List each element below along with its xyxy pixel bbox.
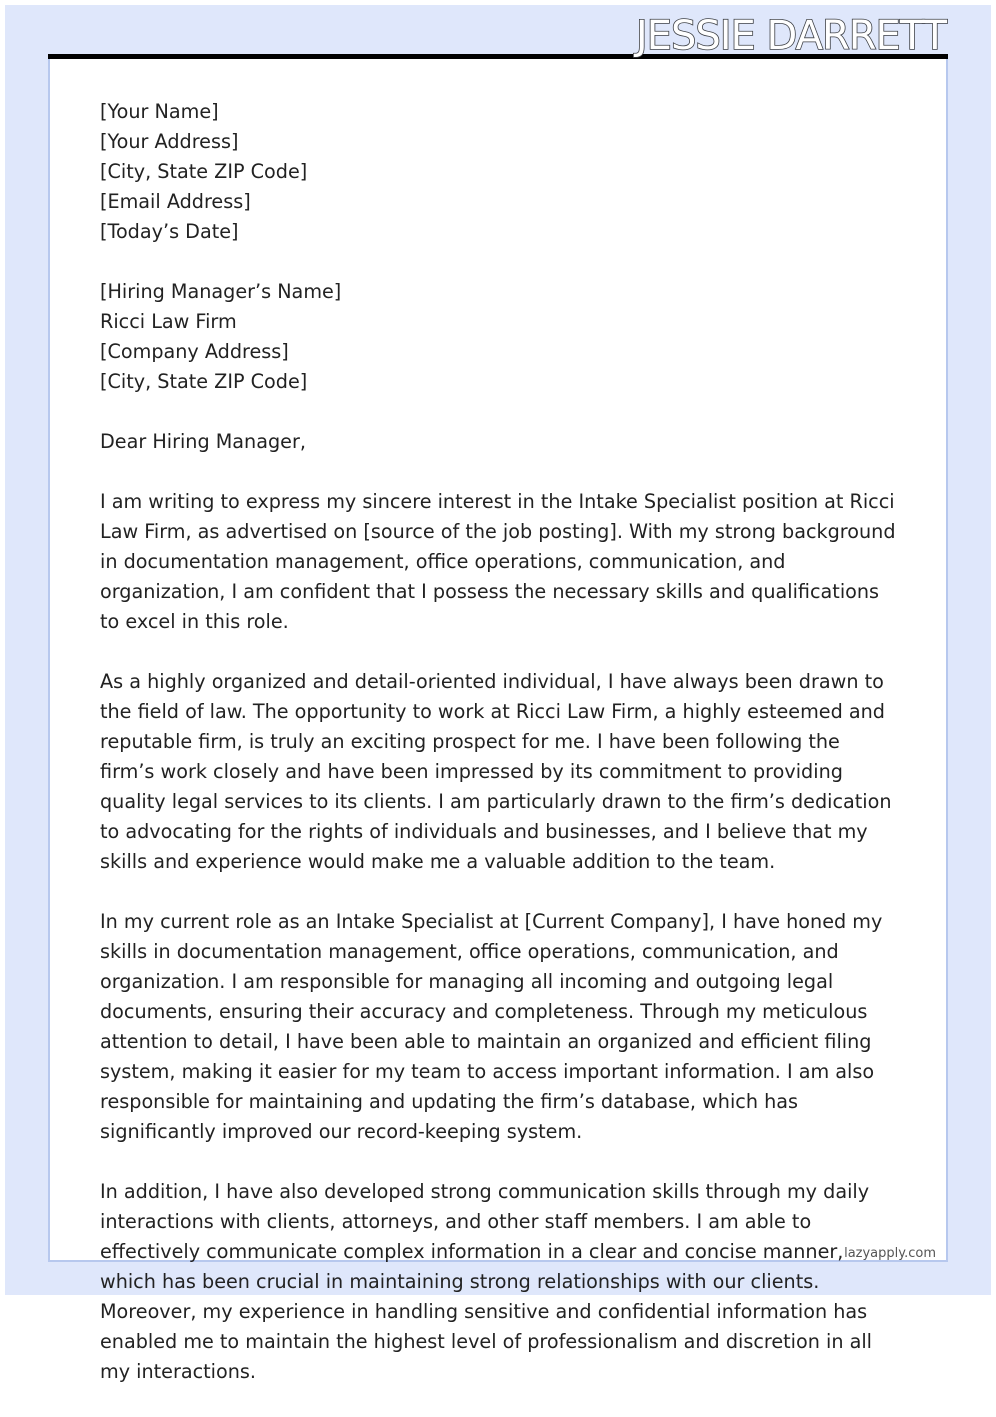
recipient-address: [Company Address] — [100, 340, 289, 363]
sender-email: [Email Address] — [100, 190, 251, 213]
paragraph-intro: I am writing to express my sincere interest in the Intake Specialist position at Ricci Law Firm, as advertised on [source of the job posting]. With my strong background in documentation management, office operations, communication, and organization, I am confident that I possess the necessary skills and qualifications to excel in this role. — [100, 490, 896, 633]
sender-name: [Your Name] — [100, 100, 219, 123]
cover-letter-body — [100, 97, 900, 1417]
recipient-company: Ricci Law Firm — [100, 310, 237, 333]
paragraph-communication: In addition, I have also developed strong communication skills through my daily interactions with clients, attorneys, and other staff members. I am able to effectively communicate complex information in a clear and concise manner, which has been crucial in maintaining strong relationships with our clients. Moreover, my experience in handling sensitive and confidential information has enabled me to maintain the highest level of professionalism and discretion in all my interactions. — [100, 1180, 873, 1383]
sender-block — [100, 97, 900, 247]
letter-date: [Today’s Date] — [100, 220, 239, 243]
sender-city: [City, State ZIP Code] — [100, 160, 308, 183]
candidate-name: JESSIE DARRETT — [635, 13, 946, 59]
recipient-block — [100, 277, 900, 397]
paragraph-interest: As a highly organized and detail-oriented individual, I have always been drawn to the field of law. The opportunity to work at Ricci Law Firm, a highly esteemed and reputable firm, is truly an exciting prospect for me. I have been following the firm’s work closely and have been impressed by its commitment to providing quality legal services to its clients. I am particularly drawn to the firm’s dedication to advocating for the rights of individuals and businesses, and I believe that my skills and experience would make me a valuable addition to the team. — [100, 670, 892, 873]
sender-address: [Your Address] — [100, 130, 239, 153]
paragraph-current-role: In my current role as an Intake Specialist at [Current Company], I have honed my skills in documentation management, office operations, communication, and organization. I am responsible for managing all incoming and outgoing legal documents, ensuring their accuracy and completeness. Through my meticulous attention to detail, I have been able to maintain an organized and efficient filing system, making it easier for my team to access important information. I am also responsible for maintaining and updating the firm’s database, which has significantly improved our record-keeping system. — [100, 910, 883, 1143]
watermark: lazyapply.com — [844, 1246, 936, 1261]
recipient-name: [Hiring Manager’s Name] — [100, 280, 342, 303]
salutation: Dear Hiring Manager, — [100, 430, 306, 453]
recipient-city: [City, State ZIP Code] — [100, 370, 308, 393]
